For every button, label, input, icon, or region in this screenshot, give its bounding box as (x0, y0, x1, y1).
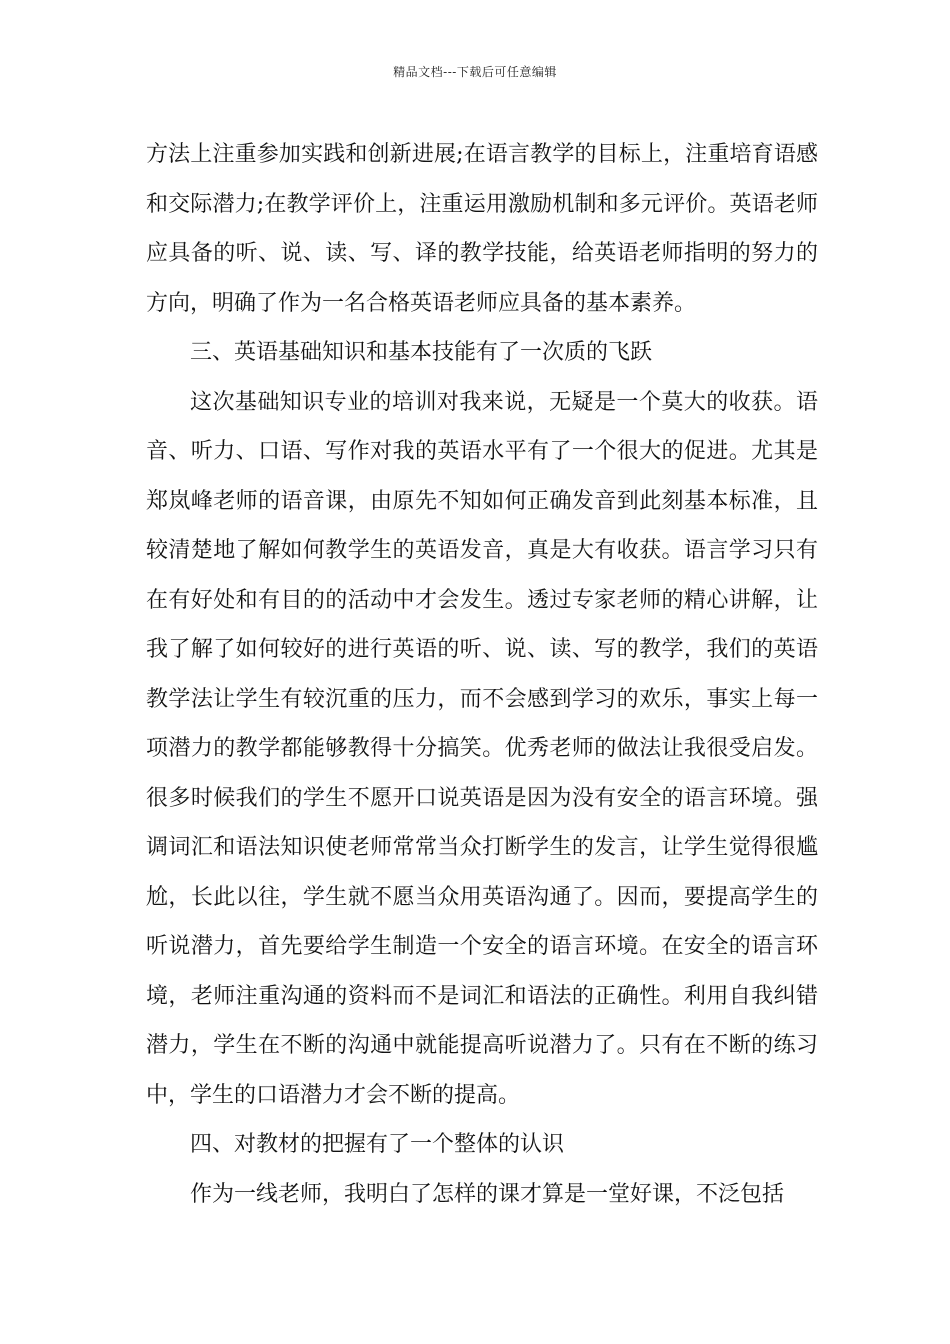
document-body (146, 130, 818, 1219)
paragraph-good-lesson: 作为一线老师，我明白了怎样的课才算是一堂好课，不泛包括 (190, 1181, 785, 1207)
page-header: 精品文档---下载后可任意编辑 (393, 65, 557, 79)
section-heading-four: 四、对教材的把握有了一个整体的认识 (190, 1132, 565, 1157)
paragraph-training-gains: 这次基础知识专业的培训对我来说，无疑是一个莫大的收获。语音、听力、口语、写作对我的英语水平有了一个很大的促进。尤其是郑岚峰老师的语音课，由原先不知如何正确发音到此刻基本标准，且较清楚地了解如何教学生的英语发音，真是大有收获。语言学习只有在有好处和有目的的活动中才会发生。透过专家老师的精心讲解，让我了解了如何较好的进行英语的听、说、读、写的教学，我们的英语教学法让学生有较沉重的压力，而不会感到学习的欢乐，事实上每一项潜力的教学都能够教得十分搞笑。优秀老师的做法让我很受启发。很多时候我们的学生不愿开口说英语是因为没有安全的语言环境。强调词汇和语法知识使老师常常当众打断学生的发言，让学生觉得很尴尬，长此以往，学生就不愿当众用英语沟通了。因而，要提高学生的听说潜力，首先要给学生制造一个安全的语言环境。在安全的语言环境，老师注重沟通的资料而不是词汇和语法的正确性。利用自我纠错潜力，学生在不断的沟通中就能提高听说潜力了。只有在不断的练习中，学生的口语潜力才会不断的提高。 (146, 389, 818, 1108)
paragraph-continuation: 方法上注重参加实践和创新进展;在语言教学的目标上，注重培育语感和交际潜力;在教学评价上，注重运用激励机制和多元评价。英语老师应具备的听、说、读、写、译的教学技能，给英语老师指明的努力的方向，明确了作为一名合格英语老师应具备的基本素养。 (146, 142, 818, 316)
section-heading-three: 三、英语基础知识和基本技能有了一次质的飞跃 (190, 340, 653, 365)
